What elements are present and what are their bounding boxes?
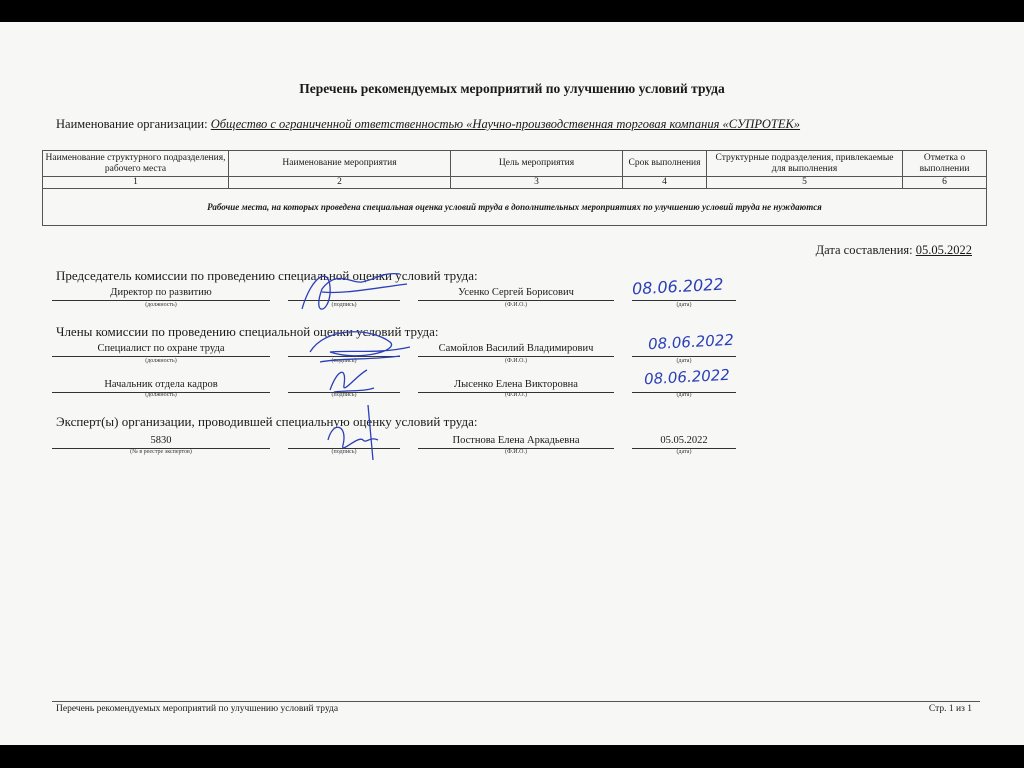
expert-date: 05.05.2022	[632, 434, 736, 449]
organization-label: Наименование организации:	[56, 117, 208, 131]
caption-date: (дата)	[676, 358, 692, 364]
organization-line	[56, 117, 800, 132]
measures-table	[42, 150, 987, 226]
member-position: Начальник отдела кадров	[52, 378, 270, 393]
caption-date: (дата)	[676, 449, 692, 455]
member-name: Самойлов Василий Владимирович	[418, 342, 614, 357]
member-position: Специалист по охране труда	[52, 342, 270, 357]
header-goal: Цель мероприятия	[451, 151, 623, 177]
caption-position: (должность)	[145, 392, 177, 398]
column-number: 6	[903, 177, 987, 189]
header-department: Наименование структурного подразделения, рабочего места	[43, 151, 229, 177]
column-number: 5	[707, 177, 903, 189]
table-note: Рабочие места, на которых проведена специальная оценка условий труда в дополнительных мероприятиях по улучшению условий труда не нуждаются	[43, 189, 987, 226]
expert-heading: Эксперт(ы) организации, проводившей специальную оценку условий труда:	[56, 414, 478, 429]
caption-signature: (подпись)	[331, 392, 357, 398]
caption-registry: (№ в реестре экспертов)	[130, 449, 192, 455]
column-number: 3	[451, 177, 623, 189]
caption-fio: (Ф.И.О.)	[505, 449, 527, 455]
member-signature	[322, 360, 382, 400]
table-header-row	[43, 151, 987, 177]
caption-position: (должность)	[145, 358, 177, 364]
compilation-date-label: Дата составления:	[815, 243, 913, 257]
chairman-handwritten-date: 08.06.2022	[631, 274, 725, 299]
page-number: Стр. 1 из 1	[928, 704, 972, 714]
footer-divider	[52, 701, 980, 702]
document-title: Перечень рекомендуемых мероприятий по улучшению условий труда	[299, 81, 725, 96]
caption-fio: (Ф.И.О.)	[505, 302, 527, 308]
column-number-row	[43, 177, 987, 189]
header-units: Структурные подразделения, привлекаемые для выполнения	[707, 151, 903, 177]
expert-signature	[318, 400, 388, 470]
column-number: 2	[229, 177, 451, 189]
expert-name: Постнова Елена Аркадьевна	[418, 434, 614, 449]
chairman-heading: Председатель комиссии по проведению специальной оценки условий труда:	[56, 268, 478, 283]
member-handwritten-date: 08.06.2022	[647, 330, 735, 354]
member-name: Лысенко Елена Викторовна	[418, 378, 614, 393]
document-page	[0, 22, 1024, 745]
header-deadline: Срок выполнения	[623, 151, 707, 177]
column-number: 1	[43, 177, 229, 189]
chairman-name: Усенко Сергей Борисович	[418, 286, 614, 301]
chairman-signature	[282, 254, 412, 324]
caption-signature: (подпись)	[331, 449, 357, 455]
caption-signature: (подпись)	[331, 358, 357, 364]
compilation-date	[816, 243, 972, 258]
caption-date: (дата)	[676, 302, 692, 308]
organization-name: Общество с ограниченной ответственностью «Научно-производственная торговая компания «СУПРОТЕК»	[210, 117, 801, 131]
chairman-position: Директор по развитию	[52, 286, 270, 301]
compilation-date-value: 05.05.2022	[915, 243, 972, 257]
caption-fio: (Ф.И.О.)	[505, 392, 527, 398]
table-note-row	[43, 189, 987, 226]
caption-fio: (Ф.И.О.)	[505, 358, 527, 364]
caption-date: (дата)	[676, 392, 692, 398]
caption-position: (должность)	[145, 302, 177, 308]
header-measure: Наименование мероприятия	[229, 151, 451, 177]
footer-title: Перечень рекомендуемых мероприятий по улучшению условий труда	[56, 704, 339, 714]
members-heading: Члены комиссии по проведению специальной оценки условий труда:	[56, 324, 439, 339]
member-handwritten-date: 08.06.2022	[643, 365, 731, 389]
expert-registry-number: 5830	[52, 434, 270, 449]
header-done-mark: Отметка о выполнении	[903, 151, 987, 177]
caption-signature: (подпись)	[331, 302, 357, 308]
column-number: 4	[623, 177, 707, 189]
